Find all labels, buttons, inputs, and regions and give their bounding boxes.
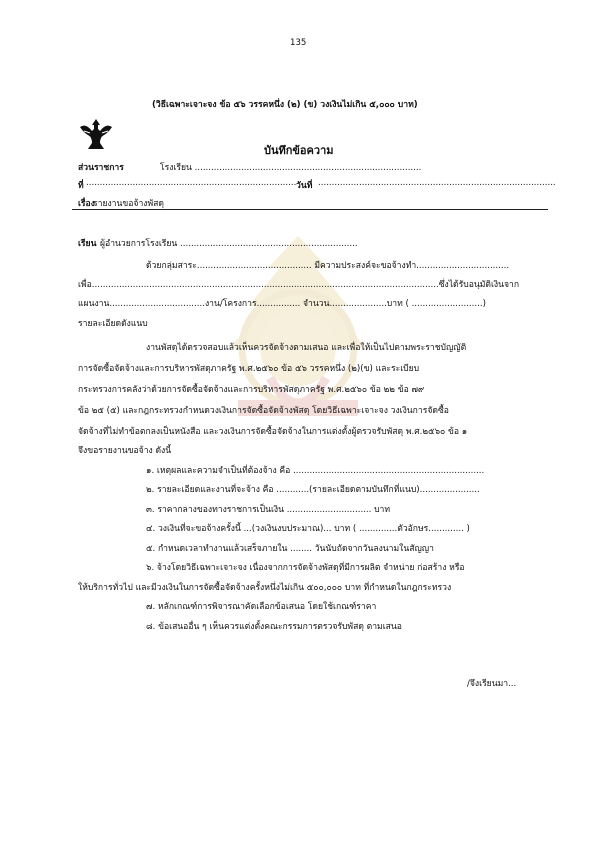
list-item: ๕. กำหนดเวลาทำงานแล้วเสร็จภายใน ........ วันนับถัดจากวันลงนามในสัญญา: [146, 544, 434, 554]
reference-label: ที่: [78, 181, 84, 191]
body-line: กระทรวงการคลังว่าด้วยการจัดซื้อจัดจ้างและการบริหารพัสดุภาครัฐ พ.ศ.๒๕๖๐ ข้อ ๒๒ ข้อ ๗๙: [78, 385, 425, 395]
list-item: ให้บริการทั่วไป และมีวงเงินในการจัดซื้อจัดจ้างครั้งหนึ่งไม่เกิน ๕๐๐,๐๐๐ บาท ที่กำหนดในกฎกระทรวง: [78, 583, 452, 593]
subject-label: เรื่อง: [78, 199, 95, 209]
intro-line: แผนงาน...................................งาน/โครงการ................ จำนวน.....................บาท ( ..........................): [78, 299, 486, 309]
subject-value: รายงานขอจ้างพัสดุ: [93, 199, 164, 209]
list-item: ๔. วงเงินที่จะขอจ้างครั้งนี้ ...(วงเงินงบประมาณ)... บาท ( ..............ตัวอักษร............. ): [146, 524, 470, 534]
list-item: ๖. จ้างโดยวิธีเฉพาะเจาะจง เนื่องจากการจัดจ้างพัสดุที่มีการผลิต จำหน่าย ก่อสร้าง หรือ: [146, 563, 465, 573]
reference-value: .............................................................................: [86, 178, 297, 188]
date-label: วันที่: [296, 181, 313, 191]
form-title: (วิธีเฉพาะเจาะจง ข้อ ๕๖ วรรคหนึ่ง (๒) (ข) วงเงินไม่เกิน ๕,๐๐๐ บาท): [152, 100, 418, 110]
list-item: ๘. ข้อเสนออื่น ๆ เห็นควรแต่งตั้งคณะกรรมการตรวจรับพัสดุ ตามเสนอ: [146, 622, 402, 632]
page-number: 135: [290, 38, 307, 48]
body-line: ข้อ ๒๕ (๕) และกฎกระทรวงกำหนดวงเงินการจัดซื้อจัดจ้างพัสดุ โดยวิธีเฉพาะเจาะจง วงเงินการจัดซื้อ: [78, 406, 449, 416]
list-item: ๓. ราคากลางของทางราชการเป็นเงิน ............................... บาท: [146, 505, 391, 515]
list-item: ๑. เหตุผลและความจำเป็นที่ต้องจ้าง คือ ......................................................................: [146, 466, 485, 476]
garuda-emblem-icon: [78, 117, 114, 153]
date-value: .......................................................................................: [318, 178, 556, 188]
body-line: จัดจ้างที่ไม่ทำข้อตกลงเป็นหนังสือ และวงเงินการจัดซื้อจัดจ้างในการแต่งตั้งผู้ตรวจรับพัสดุ พ.ศ.๒๕๖๐ ข้อ ๑: [78, 427, 468, 437]
agency-label: ส่วนราชการ: [78, 163, 124, 173]
body-line: งานพัสดุได้ตรวจสอบแล้วเห็นควรจัดจ้างตามเสนอ และเพื่อให้เป็นไปตามพระราชบัญญัติ: [146, 343, 467, 353]
list-item: ๒. รายละเอียดและงานที่จะจ้าง คือ ............(รายละเอียดตามบันทึกที่แนบ)......................: [146, 485, 480, 495]
list-item: ๗. หลักเกณฑ์การพิจารณาคัดเลือกข้อเสนอ โดยใช้เกณฑ์ราคา: [146, 602, 377, 612]
intro-line: รายละเอียดดังแนบ: [78, 319, 148, 329]
to-label: เรียน: [78, 239, 97, 249]
continuation-note: /จึงเรียนมา...: [467, 679, 517, 689]
body-line: การจัดซื้อจัดจ้างและการบริหารพัสดุภาครัฐ พ.ศ.๒๕๖๐ ข้อ ๕๖ วรรคหนึ่ง (๒)(ข) และระเบียบ: [78, 364, 420, 374]
intro-line: เพื่อ...............................................................................................................................ซึ่งได้รับอนุมัติเงินจาก: [78, 280, 520, 290]
memo-heading: บันทึกข้อความ: [264, 144, 334, 157]
intro-line: ด้วยกลุ่มสาระ.......................................... มีความประสงค์จะขอจ้างทำ..................................: [146, 261, 510, 271]
to-value: ผู้อำนวยการโรงเรียน .................................................................: [100, 239, 358, 249]
header-divider: [72, 209, 548, 210]
agency-value: โรงเรียน ...................................................................................: [160, 163, 422, 173]
body-line: จึงขอรายงานขอจ้าง ดังนี้: [78, 446, 172, 456]
